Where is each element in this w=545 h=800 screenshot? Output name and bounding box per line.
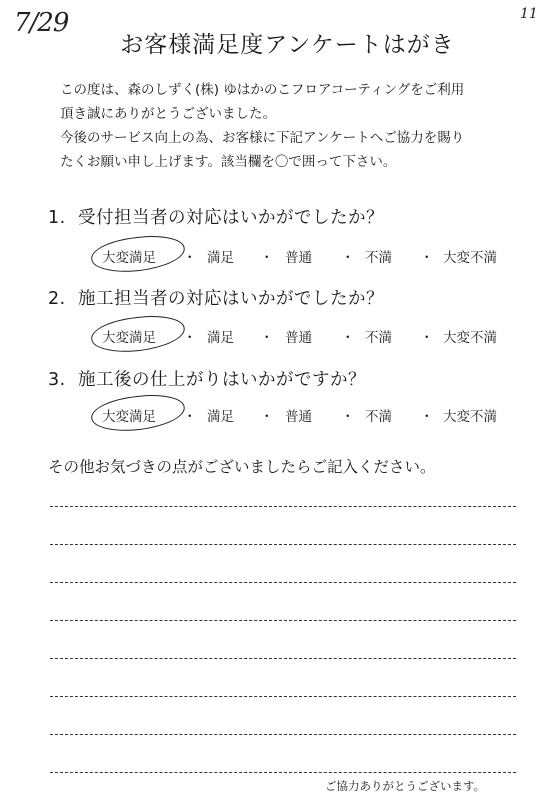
separator: ・	[420, 409, 434, 425]
intro-line: たくお願い申し上げます。該当欄を〇で囲って下さい。	[60, 154, 397, 170]
question-1-options	[95, 246, 515, 272]
option-satisfied[interactable]: 満足	[207, 330, 234, 346]
intro-line: この度は、森のしずく(株) ゆはかのこフロアコーティングをご利用	[60, 82, 465, 98]
comment-line[interactable]	[50, 772, 516, 773]
question-text: 施工後の仕上がりはいかがですか？	[78, 370, 366, 390]
option-very-satisfied[interactable]: 大変満足	[102, 250, 156, 266]
option-satisfied[interactable]: 満足	[207, 250, 234, 266]
question-2-options	[95, 326, 515, 352]
question-number: 2.	[48, 289, 66, 309]
separator: ・	[183, 250, 197, 266]
comment-line[interactable]	[50, 734, 516, 735]
other-comments-prompt: その他お気づきの点がございましたらご記入ください。	[48, 458, 436, 476]
question-text: 施工担当者の対応はいかがでしたか？	[78, 289, 384, 309]
separator: ・	[260, 330, 274, 346]
option-very-satisfied[interactable]: 大変満足	[102, 409, 156, 425]
question-3-options	[95, 405, 515, 431]
comment-line[interactable]	[50, 582, 516, 583]
separator: ・	[420, 330, 434, 346]
comment-line[interactable]	[50, 696, 516, 697]
separator: ・	[183, 409, 197, 425]
option-very-dissatisfied[interactable]: 大変不満	[443, 409, 497, 425]
comment-line[interactable]	[50, 544, 516, 545]
option-dissatisfied[interactable]: 不満	[365, 409, 392, 425]
option-dissatisfied[interactable]: 不満	[365, 330, 392, 346]
handwritten-date: 7/29	[14, 8, 69, 38]
option-neutral[interactable]: 普通	[285, 250, 312, 266]
option-very-dissatisfied[interactable]: 大変不満	[443, 330, 497, 346]
page-title: お客様満足度アンケートはがき	[120, 32, 455, 58]
question-3	[48, 366, 366, 391]
thank-you-note: ご協力ありがとうございます。	[325, 779, 486, 793]
separator: ・	[420, 250, 434, 266]
option-very-satisfied[interactable]: 大変満足	[102, 330, 156, 346]
question-number: 3.	[48, 370, 66, 390]
separator: ・	[260, 250, 274, 266]
question-1	[48, 204, 384, 229]
comment-line[interactable]	[50, 620, 516, 621]
option-satisfied[interactable]: 満足	[207, 409, 234, 425]
comment-line[interactable]	[50, 658, 516, 659]
option-very-dissatisfied[interactable]: 大変不満	[443, 250, 497, 266]
option-neutral[interactable]: 普通	[285, 330, 312, 346]
question-number: 1.	[48, 208, 66, 228]
separator: ・	[341, 330, 355, 346]
comment-line[interactable]	[50, 506, 516, 507]
separator: ・	[341, 409, 355, 425]
separator: ・	[341, 250, 355, 266]
handwritten-corner-mark: 11	[520, 6, 538, 22]
intro-line: 今後のサービス向上の為、お客様に下記アンケートへご協力を賜り	[60, 130, 465, 146]
intro-text	[60, 78, 530, 174]
option-dissatisfied[interactable]: 不満	[365, 250, 392, 266]
question-2	[48, 285, 384, 310]
separator: ・	[183, 330, 197, 346]
separator: ・	[260, 409, 274, 425]
option-neutral[interactable]: 普通	[285, 409, 312, 425]
intro-line: 頂き誠にありがとうございました。	[60, 106, 276, 122]
question-text: 受付担当者の対応はいかがでしたか？	[78, 208, 384, 228]
